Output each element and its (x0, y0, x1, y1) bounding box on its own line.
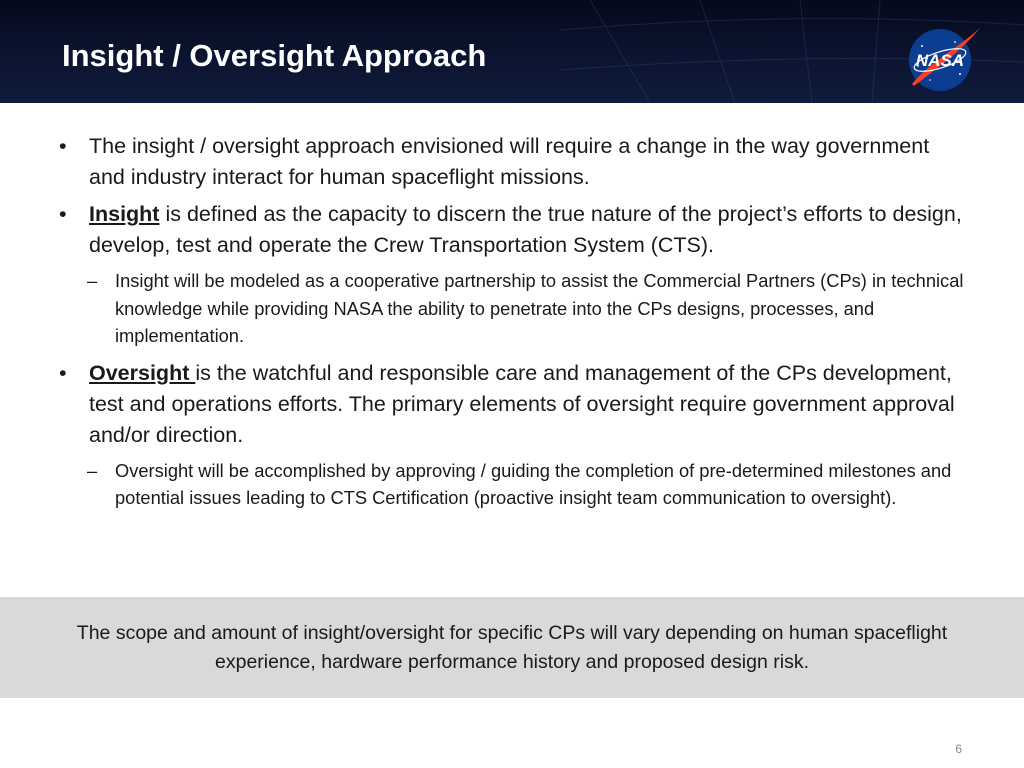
bullet-text: The insight / oversight approach envisioned will require a change in the way government and industry interact for human spaceflight missions. (89, 134, 930, 189)
sub-bullet-text: Oversight will be accomplished by approving / guiding the completion of pre-determined milestones and potential issues leading to CTS Certification (proactive insight team communication to oversight). (115, 459, 952, 508)
callout-text: The scope and amount of insight/oversight for specific CPs will vary depending on human spaceflight experience, hardware performance history and proposed design risk. (76, 622, 948, 673)
sub-bullet-text: Insight will be modeled as a cooperative partnership to assist the Commercial Partners (CPs) in technical knowledge while providing NASA the ability to penetrate into the CPs designs, processes, and implementation. (115, 270, 964, 346)
bullet-item-insight (57, 199, 967, 261)
callout-box (0, 597, 1024, 698)
sub-bullet-marker: – (87, 270, 98, 291)
bullet-marker: • (59, 202, 67, 226)
sub-bullet-item (57, 457, 967, 512)
logo-wordmark: NASA (915, 51, 965, 70)
bullet-list (57, 131, 967, 520)
bullet-text: is defined as the capacity to discern the true nature of the project’s efforts to design, develop, test and operate the Crew Transportation System (CTS). (89, 202, 962, 257)
bullet-item-oversight (57, 358, 967, 451)
bullet-marker: • (59, 360, 67, 385)
page-title: Insight / Oversight Approach (62, 38, 487, 73)
defined-term-oversight: Oversight (89, 360, 196, 385)
sub-bullet-item (57, 267, 967, 350)
page-number: 6 (955, 742, 962, 756)
bullet-item (57, 131, 967, 193)
sub-bullet-marker: – (87, 459, 98, 481)
bullet-marker: • (59, 134, 67, 158)
bullet-text: is the watchful and responsible care and management of the CPs development, test and operations efforts. The primary elements of oversight require government approval and/or direction. (89, 360, 955, 447)
defined-term-insight: Insight (89, 202, 160, 226)
title-bar (0, 0, 1024, 103)
nasa-logo (900, 22, 986, 94)
